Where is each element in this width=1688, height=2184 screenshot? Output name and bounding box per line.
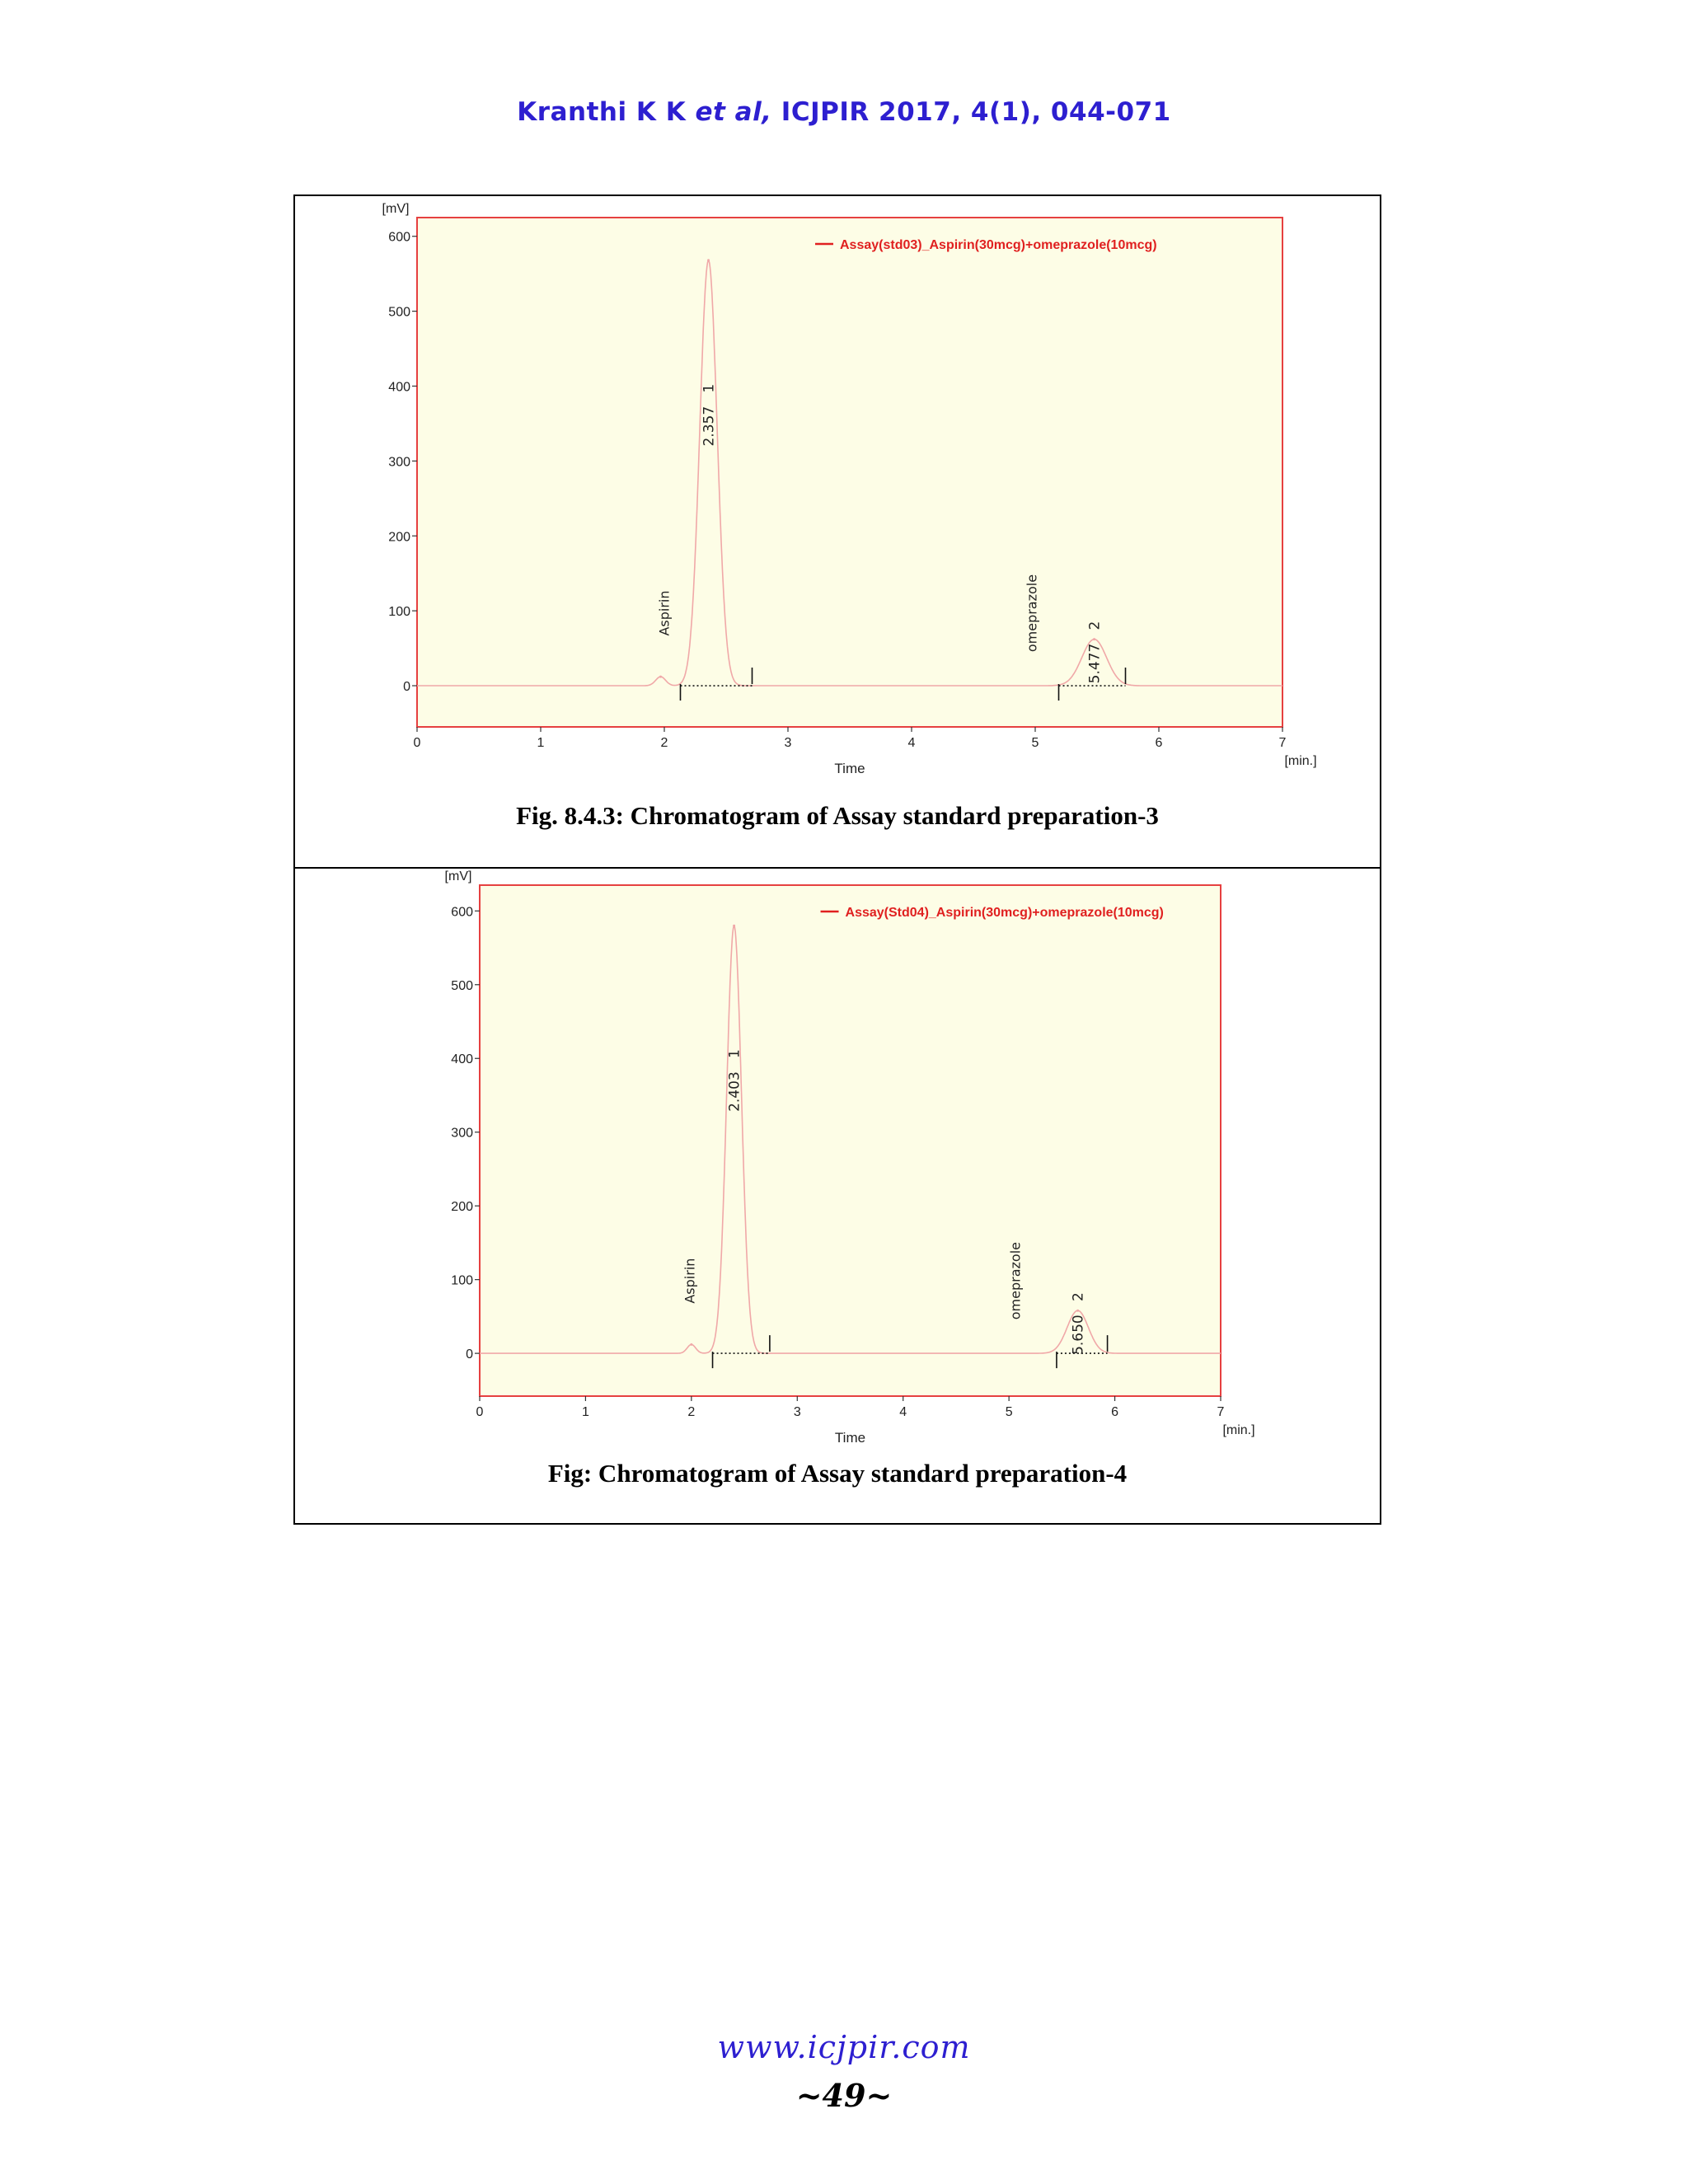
footer-url[interactable]: www.icjpir.com [717, 2029, 971, 2065]
figure-box-2 [293, 867, 1381, 1525]
x-tick-label: 2 [660, 736, 668, 750]
x-axis-title: Time [834, 761, 865, 776]
x-tick-label: 5 [1031, 736, 1039, 750]
x-unit-label: [min.] [1222, 1423, 1255, 1437]
peak-compound-label: Aspirin [656, 590, 673, 636]
x-axis-title: Time [834, 1430, 866, 1446]
x-tick-label: 6 [1155, 736, 1163, 750]
x-tick-label: 7 [1278, 736, 1287, 750]
x-tick-label: 0 [476, 1405, 484, 1419]
x-tick-label: 0 [413, 736, 421, 750]
chromatogram-1 [295, 196, 1380, 790]
x-tick-label: 3 [784, 736, 792, 750]
legend-label: Assay(Std04)_Aspirin(30mcg)+omeprazole(10mcg) [845, 906, 1164, 920]
chromatogram-2 [295, 869, 1380, 1446]
figure-caption-2: Fig: Chromatogram of Assay standard preparation-4 [547, 1459, 1128, 1488]
peak-apex [733, 925, 735, 927]
figure-caption-1: Fig. 8.4.3: Chromatogram of Assay standard preparation-3 [516, 801, 1159, 830]
header-etal: et al, [695, 97, 772, 127]
y-tick-label: 200 [388, 530, 410, 545]
peak-apex [659, 676, 662, 678]
y-tick-label: 300 [388, 455, 410, 470]
x-tick-label: 4 [907, 736, 916, 750]
x-tick-label: 5 [1005, 1405, 1013, 1419]
header-citation: ICJPIR 2017, 4(1), 044-071 [781, 97, 1171, 127]
y-tick-label: 400 [388, 380, 410, 395]
peak-compound-label: Aspirin [682, 1258, 698, 1304]
figure-box-1 [293, 194, 1381, 870]
y-tick-label: 0 [466, 1347, 473, 1362]
y-tick-label: 600 [451, 905, 473, 920]
y-tick-label: 300 [451, 1126, 473, 1141]
y-tick-label: 100 [451, 1273, 473, 1288]
page-number: ~49~ [795, 2077, 893, 2114]
header-authors: Kranthi K K [517, 97, 687, 127]
plot-area [480, 885, 1221, 1396]
y-tick-label: 400 [451, 1052, 473, 1067]
peak-apex [690, 1343, 692, 1346]
y-tick-label: 200 [451, 1200, 473, 1215]
y-tick-label: 600 [388, 230, 410, 245]
x-unit-label: [min.] [1284, 754, 1317, 768]
y-tick-label: 100 [388, 605, 410, 620]
x-tick-label: 7 [1217, 1405, 1225, 1419]
x-tick-label: 3 [793, 1405, 801, 1419]
legend-label: Assay(std03)_Aspirin(30mcg)+omeprazole(10mcg) [840, 238, 1157, 252]
peak-rt-label: 2.357 1 [701, 383, 718, 447]
peak-rt-label: 5.477 2 [1086, 621, 1104, 684]
y-tick-label: 0 [403, 680, 410, 695]
peak-rt-label: 5.650 2 [1070, 1292, 1087, 1355]
peak-compound-label: omeprazole [1007, 1241, 1024, 1320]
peak-apex [707, 259, 710, 261]
x-tick-label: 1 [581, 1405, 589, 1419]
y-unit-label: [mV] [444, 869, 472, 883]
y-tick-label: 500 [388, 305, 410, 320]
y-tick-label: 500 [451, 978, 473, 993]
peak-rt-label: 2.403 1 [726, 1049, 743, 1112]
x-tick-label: 2 [687, 1405, 696, 1419]
plot-area [417, 218, 1282, 727]
x-tick-label: 1 [537, 736, 545, 750]
running-header [0, 97, 1688, 127]
peak-compound-label: omeprazole [1024, 574, 1040, 653]
x-tick-label: 4 [899, 1405, 907, 1419]
x-tick-label: 6 [1111, 1405, 1119, 1419]
y-unit-label: [mV] [382, 202, 410, 216]
